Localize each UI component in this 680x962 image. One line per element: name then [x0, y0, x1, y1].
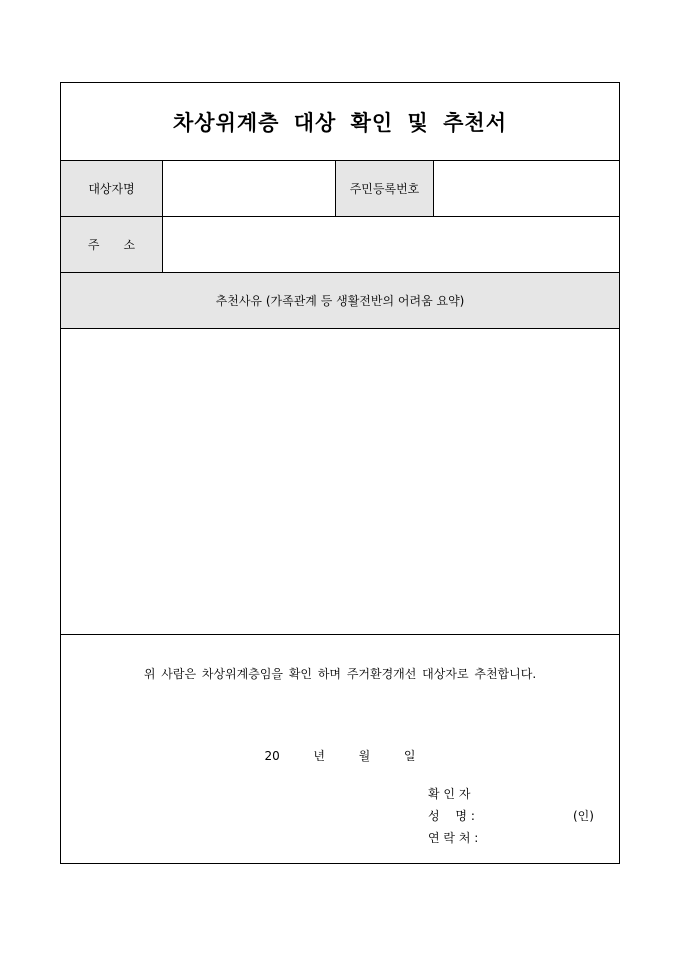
confirmer-title: 확 인 자 — [428, 787, 471, 801]
title-row — [61, 83, 619, 161]
date-year-prefix: 20 — [264, 749, 280, 763]
applicant-name-label: 대상자명 — [61, 161, 163, 216]
address-row — [61, 217, 619, 273]
seal-mark: (인) — [573, 809, 594, 823]
recommendation-form — [60, 82, 620, 864]
applicant-name-field[interactable] — [163, 161, 336, 216]
applicant-row — [61, 161, 619, 217]
address-label: 주 소 — [61, 217, 163, 272]
reason-header-label: 추천사유 (가족관계 등 생활전반의 어려움 요약) — [215, 294, 465, 308]
form-title: 차상위계층 대상 확인 및 추천서 — [173, 109, 507, 135]
date-day-unit: 일 — [403, 749, 416, 763]
date-line — [61, 747, 619, 764]
reason-body-field[interactable] — [61, 329, 619, 635]
date-month-unit: 월 — [358, 749, 371, 763]
confirmer-name-label: 성 명 : — [428, 809, 475, 823]
address-field[interactable] — [163, 217, 619, 272]
confirmation-statement: 위 사람은 차상위계층임을 확인 하며 주거환경개선 대상자로 추천합니다. — [143, 667, 537, 681]
date-year-unit: 년 — [313, 749, 326, 763]
rrn-field[interactable] — [434, 161, 619, 216]
confirmation-section — [61, 635, 619, 863]
rrn-label: 주민등록번호 — [336, 161, 434, 216]
reason-header — [61, 273, 619, 329]
confirmer-contact-label: 연 락 처 : — [428, 831, 479, 845]
